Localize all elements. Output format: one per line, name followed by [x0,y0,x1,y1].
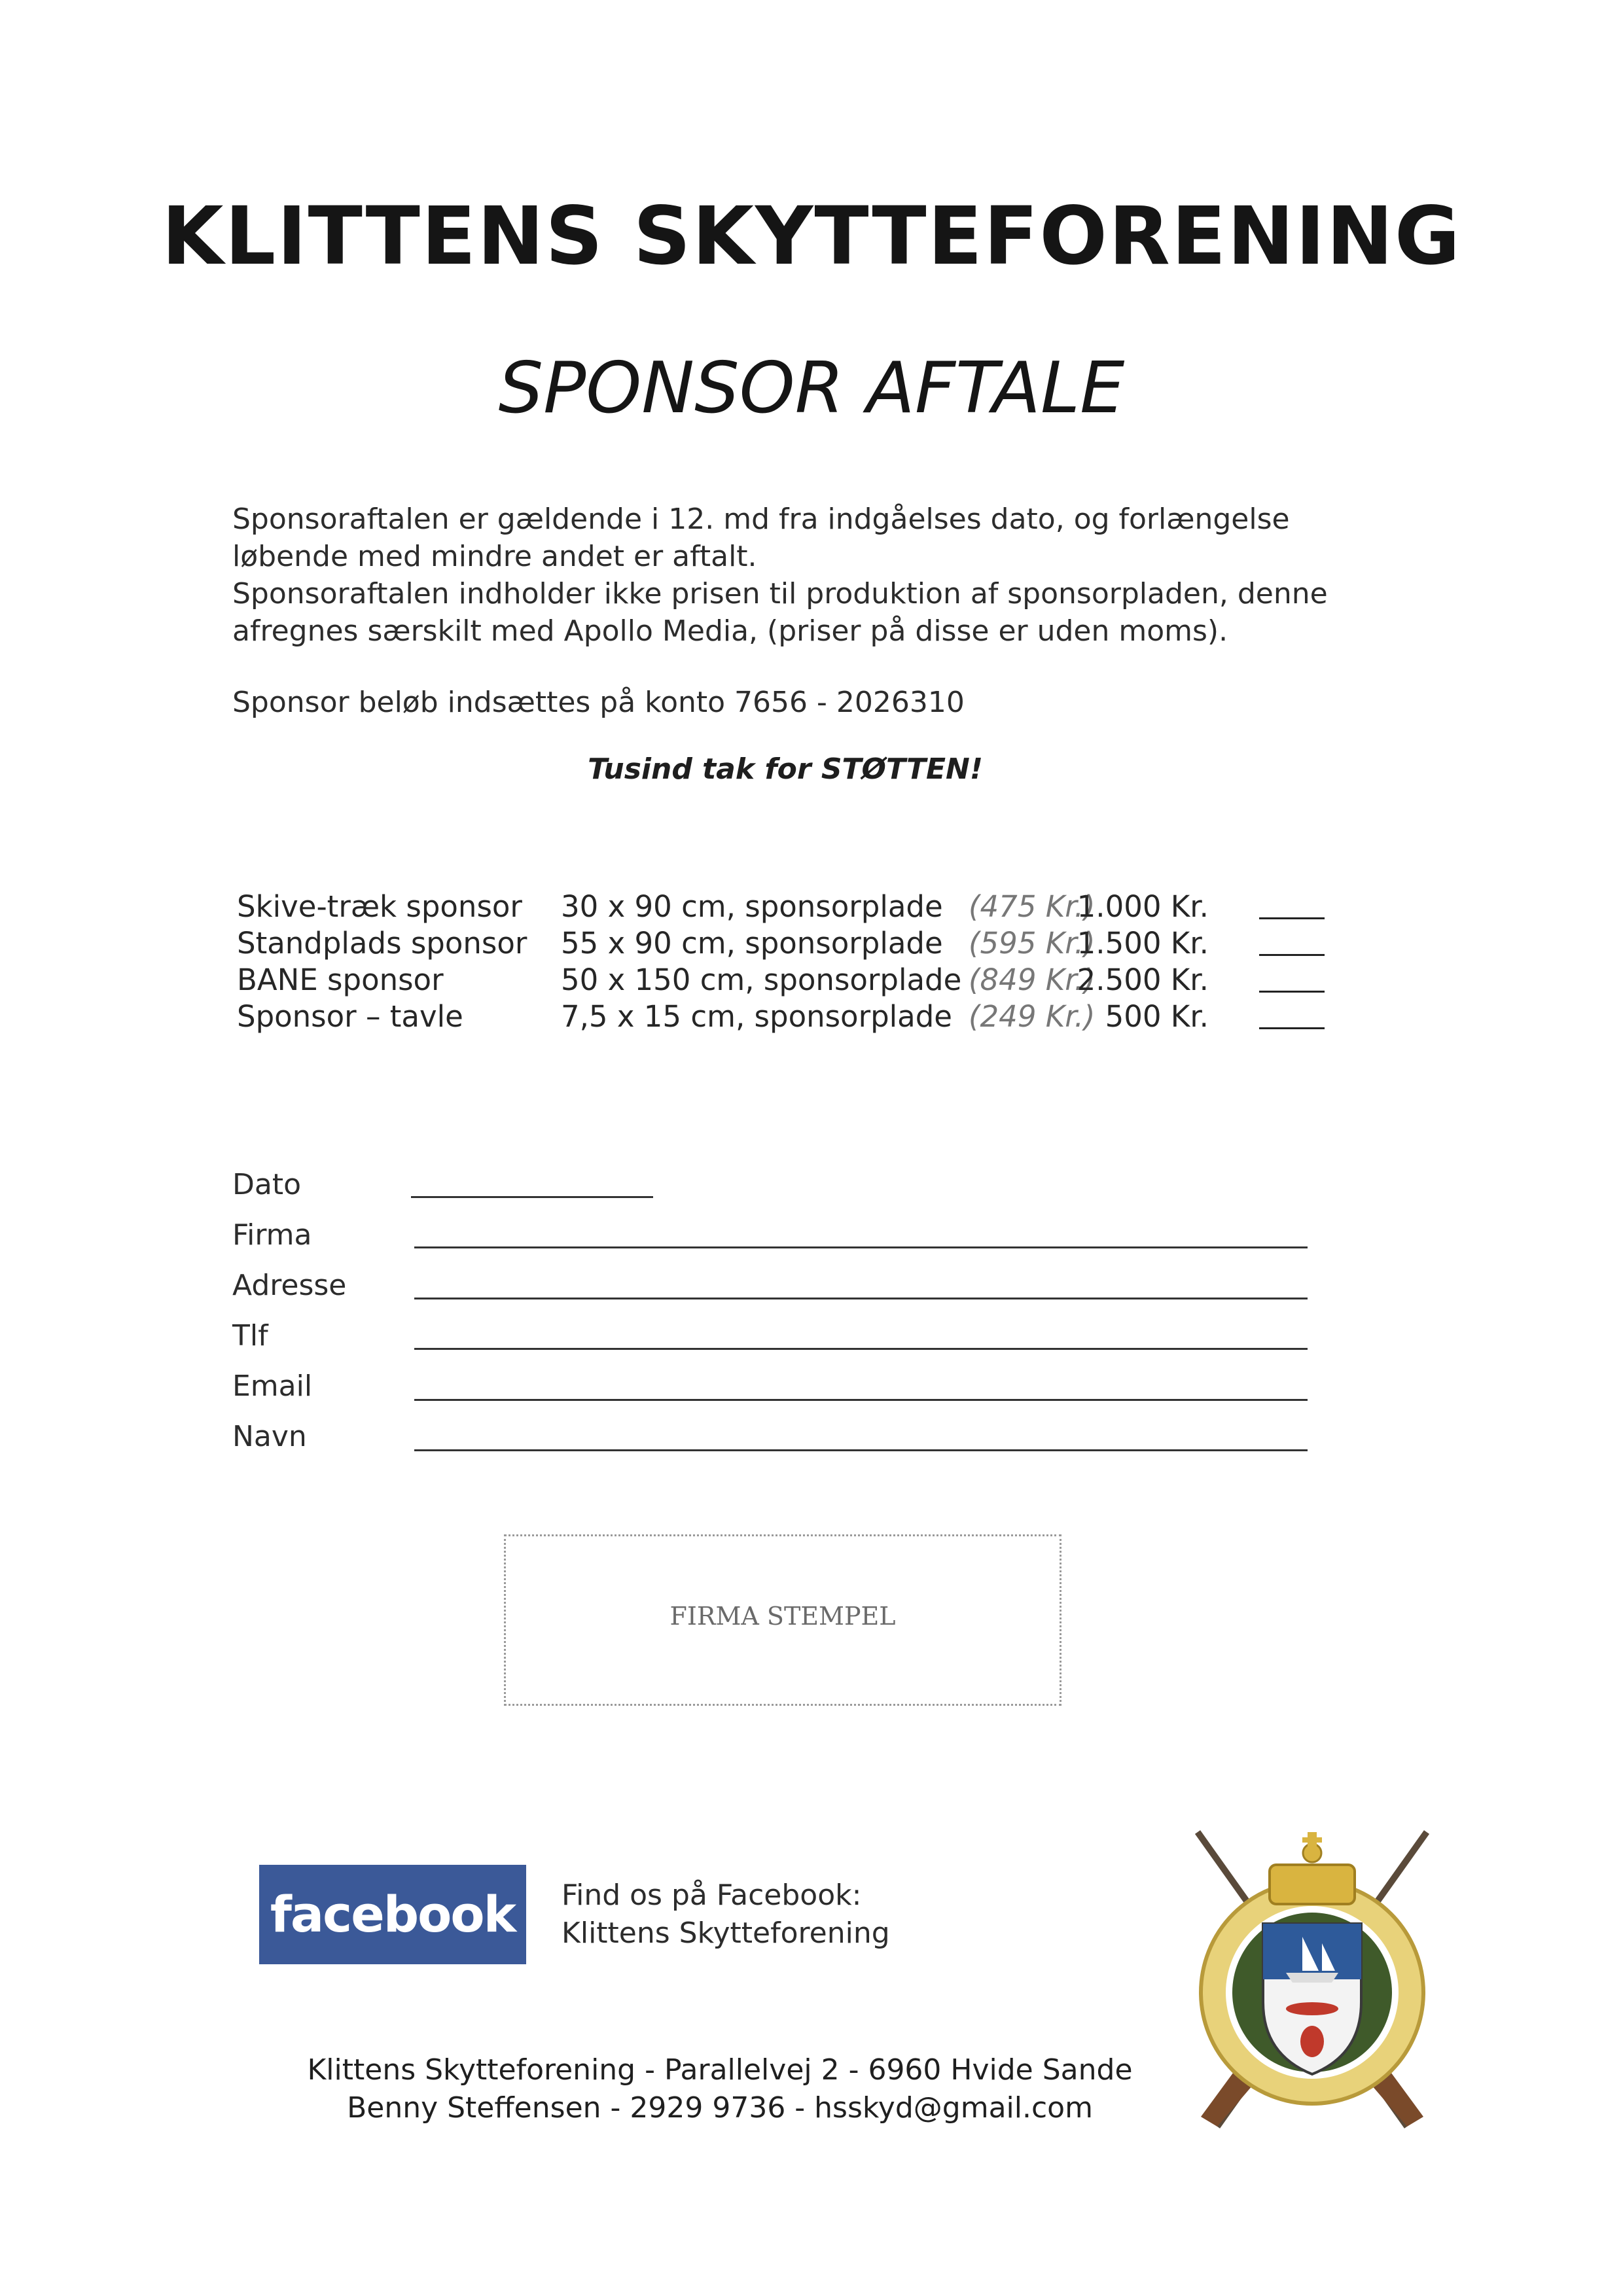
package-price: 2.500 Kr. [1077,963,1209,997]
package-price: 1.000 Kr. [1077,889,1209,924]
facebook-page-name[interactable]: Klittens Skytteforening [562,1916,890,1950]
package-checkbox-line[interactable] [1259,991,1325,993]
stamp-label: FIRMA STEMPEL [669,1602,896,1631]
package-checkbox-line[interactable] [1259,917,1325,919]
facebook-find-line: Find os på Facebook: [562,1879,862,1912]
package-size: 7,5 x 15 cm, sponsorplade [561,999,952,1034]
crown-icon [1270,1832,1355,1904]
package-price: 500 Kr. [1105,999,1209,1034]
package-size: 30 x 90 cm, sponsorplade [561,889,943,924]
dato-label: Dato [232,1168,302,1201]
package-plate-cost: (849 Kr.) [969,963,1096,997]
tlf-field[interactable] [414,1348,1308,1350]
facebook-logo-text: facebook [270,1885,516,1943]
document-subtitle: SPONSOR AFTALE [498,347,1125,429]
facebook-info [562,1877,890,1952]
navn-field[interactable] [414,1449,1308,1451]
package-name: BANE sponsor [237,963,444,997]
facebook-logo[interactable] [259,1865,526,1964]
adresse-field[interactable] [414,1298,1308,1299]
dato-field[interactable] [411,1196,653,1198]
package-plate-cost: (595 Kr.) [969,926,1096,961]
firma-label: Firma [232,1218,312,1252]
navn-label: Navn [232,1420,307,1453]
intro-line: løbende med mindre andet er aftalt. [232,540,757,573]
email-label: Email [232,1369,313,1403]
intro-line: afregnes særskilt med Apollo Media, (priser på disse er uden moms). [232,614,1228,648]
package-price: 1.500 Kr. [1077,926,1209,961]
package-size: 50 x 150 cm, sponsorplade [561,963,962,997]
package-checkbox-line[interactable] [1259,954,1325,956]
footer-address: Klittens Skytteforening - Parallelvej 2 - 6960 Hvide Sande [307,2053,1133,2087]
email-field[interactable] [414,1399,1308,1401]
tlf-label: Tlf [232,1319,268,1352]
thank-you-text: Tusind tak for STØTTEN! [588,752,983,786]
firma-field[interactable] [414,1246,1308,1248]
package-plate-cost: (475 Kr.) [969,889,1096,924]
club-coat-of-arms-icon [1171,1819,1453,2146]
footer-contact: Benny Steffensen - 2929 9736 - hsskyd@gmail.com [347,2091,1093,2125]
shield-icon [1263,1924,1361,2074]
company-stamp-box[interactable] [504,1534,1061,1706]
package-name: Skive-træk sponsor [237,889,522,924]
package-plate-cost: (249 Kr.) [969,999,1096,1034]
adresse-label: Adresse [232,1269,347,1302]
package-name: Standplads sponsor [237,926,527,961]
package-name: Sponsor – tavle [237,999,463,1034]
club-title: KLITTENS SKYTTEFORENING [161,190,1462,283]
intro-line: Sponsoraftalen indholder ikke prisen til produktion af sponsorpladen, denne [232,577,1328,610]
account-info: Sponsor beløb indsættes på konto 7656 - 2026310 [232,686,965,719]
intro-line: Sponsoraftalen er gældende i 12. md fra indgåelses dato, og forlængelse [232,503,1290,536]
package-size: 55 x 90 cm, sponsorplade [561,926,943,961]
intro-paragraph [232,501,1345,650]
package-checkbox-line[interactable] [1259,1027,1325,1029]
